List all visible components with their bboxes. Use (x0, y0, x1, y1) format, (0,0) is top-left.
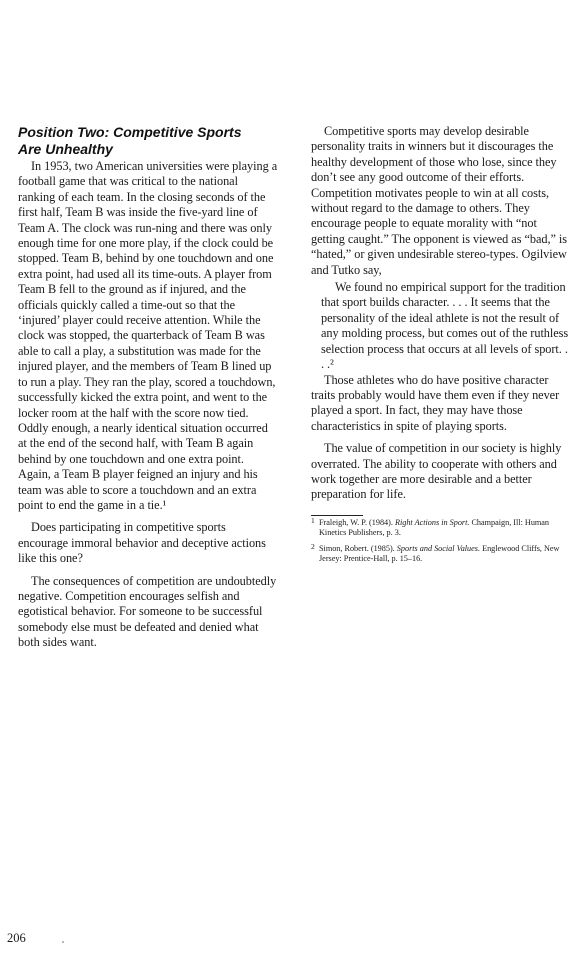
footnote-number: 2 (311, 541, 315, 551)
athletes-traits-paragraph: Those athletes who do have positive character traits probably would have them even if they never played a sport. In fact, they may have those characteristics in spite of playing sports. (311, 372, 560, 433)
scan-speck (62, 941, 64, 943)
section-heading-line1: Position Two: Competitive Sports (18, 124, 242, 140)
personality-traits-paragraph: Competitive sports may develop desirable personality traits in winners but it discourages the healthy development of those who lose, since they don’t see any good outcome of their efforts. Competition motivates people to win at all costs, without regard to the damage to others. They encourage people to equate morality with “not getting caught.” The opponent is viewed as “bad,” is “hated,” or given undesirable stereo-types. Ogilview and Tutko say, (311, 124, 568, 277)
football-anecdote-paragraph: In 1953, two American universities were playing a football game that was critical to the national ranking of each team. In the closing seconds of the first half, Team B was inside the five-yard line of Team A. The clock was run-ning and there was only enough time for one more play, if the clock could be stopped. Team B, behind by one touchdown and one extra point, had used all its time-outs. A player from Team B fell to the ground as if injured, and the officials quickly called a time-out so that the ‘injured’ player could receive attention. While the clock was stopped, the quarterback of Team B was able to call a play, a substitution was made for the injured player, and the members of Team B lined up to run a play. They ran the play, scored a touchdown, successfully kicked the extra point, and went to the locker room at the half with the score now tied. Oddly enough, a nearly identical situation occurred at the end of the second half, with Team B again behind by one touchdown and one extra point. Again, a Team B player feigned an injury and his team was able to score a touchdown and an extra point to end the game in a tie.¹ (18, 159, 278, 512)
footnote-text-before: Fraleigh, W. P. (1984). (319, 517, 395, 527)
footnote-divider (311, 515, 363, 516)
footnote-1 (311, 515, 569, 539)
footnote-text-after: Champaign, Ill: Human Kinetics Publishers, p. 3. (319, 517, 550, 538)
block-quote: We found no empirical support for the tradition that sport builds character. . . . It seems that the personality of the ideal athlete is not the result of any molding process, but comes out of the ruthless selection process that occurs at all levels of sport. . . .² (321, 280, 569, 372)
right-column (311, 124, 569, 565)
question-paragraph: Does participating in competitive sports encourage immoral behavior and deceptive actions like this one? (18, 520, 266, 566)
left-column (18, 124, 278, 651)
footnote-title: Sports and Social Values. (396, 543, 481, 553)
footnote-title: Right Actions in Sport. (394, 517, 470, 527)
footnote-2 (311, 541, 569, 565)
section-heading (18, 124, 278, 158)
value-of-competition-paragraph: The value of competition in our society is highly overrated. The ability to cooperate with others and work together are more desirable and a better preparation for life. (311, 441, 562, 502)
footnote-text-before: Simon, Robert. (1985). (319, 543, 397, 553)
section-heading-line2: Are Unhealthy (18, 141, 113, 157)
consequences-paragraph: The consequences of competition are undoubtedly negative. Competition encourages selfish and egotistical behavior. For someone to be successful somebody else must be defeated and denied what both sides want. (18, 573, 277, 650)
footnote-text-after: Englewood Cliffs, New Jersey: Prentice-Hall, p. 15–16. (319, 543, 560, 564)
footnote-number: 1 (311, 515, 315, 525)
page-number: 206 (7, 931, 26, 945)
